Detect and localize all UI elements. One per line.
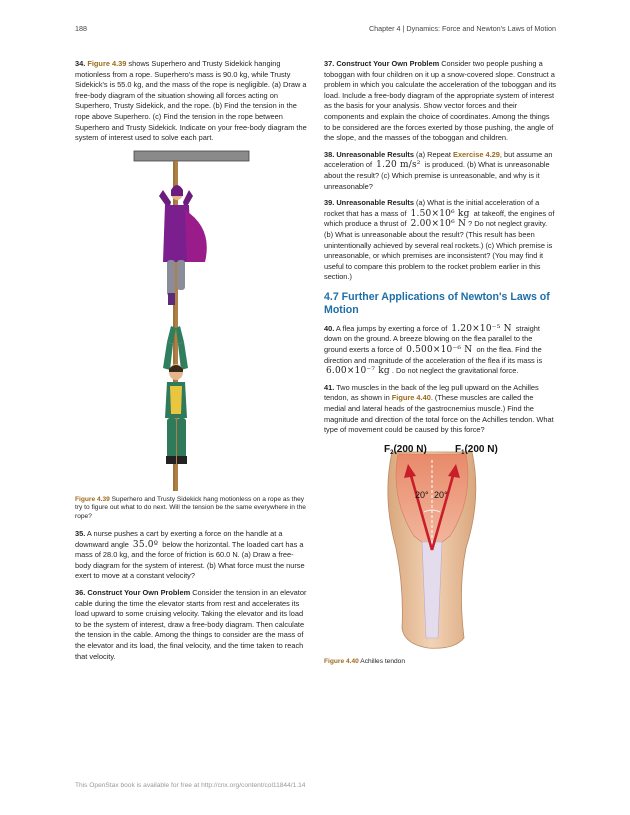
caption-text: Superhero and Trusty Sidekick hang motionless on a rope as they try to figure out what to do next. Will the tension be the same everywhere in the rope? [75,495,306,520]
figure-label: Figure 4.39 [75,495,110,503]
caption-text: Achilles tendon [358,657,406,665]
math-thrust: 2.00×10⁶ N [410,219,467,230]
page-number: 188 [75,24,87,33]
problem-text: . Do not neglect the gravitational force. [391,366,519,376]
problem-number: 38. [324,149,335,159]
problem-title: Construct Your Own Problem [336,59,440,68]
math-mass: 1.50×10⁶ kg [410,208,470,219]
problem-34 [75,59,307,144]
problem-text: A flea jumps by exerting a force of [334,323,450,333]
math-angle: 35.0º [132,539,159,550]
problem-number: 37. [324,59,335,68]
problem-title: Unreasonable Results [336,149,414,159]
problem-text: Consider the tension in an elevator cable during the time the elevator starts from rest and accelerates its load upward to some cruising velocity. Taking the elevator and its load to be the system of interest, draw a free-body diagram. Then calculate the tension in the cable. Among the things to consider are the mass of the elevator and its load, the final velocity, and the time taken to reach that velocity. [75,587,307,661]
angle-right-label: 20° [434,489,448,500]
angle-left-label: 20° [415,489,429,500]
achilles-figure [324,438,557,656]
problem-text: is produced. (b) What is unreasonable about the result? (c) Which premise is unreasonable, and why is it unreasonable? [324,160,550,191]
chapter-header: Chapter 4 | Dynamics: Force and Newton's Laws of Motion [368,24,556,33]
figure-39-caption [75,496,307,521]
problem-text: Consider two people pushing a toboggan with four children on it up a snow-covered slope. Construct a problem in which you calculate the acceleration of the toboggan and its load. Include a free-body diagram of the appropriate system of interest as the basis for your analysis. Show vector forces and their components and explain the choice of coordinates. Among the things to be considered are the forces exerted by those pushing, the angle of the slope, and the masses of the toboggan and children. [324,59,557,143]
math-flea-mass: 6.00×10⁻⁷ kg [326,366,390,377]
exercise-link[interactable]: Exercise 4.29 [453,149,500,159]
problem-39 [324,198,557,283]
problem-text: straight down on the ground. A breeze blowing on the flea parallel to the ground exerts a force of [324,323,540,355]
problem-text: at takeoff, the engines of which produce a thrust of [324,208,555,229]
problem-title: Construct Your Own Problem [87,587,191,597]
problem-41 [324,383,557,436]
problem-number: 35. [75,528,86,538]
figure-40-caption [324,658,557,666]
force-f2-label: $F_2(200$ N) [384,443,427,456]
problem-number: 36. [75,587,86,597]
problem-37 [324,59,557,144]
problem-36 [75,588,307,662]
problem-text: , but assume an acceleration of [324,149,553,170]
problem-text: shows Superhero and Trusty Sidekick hanging motionless from a rope. Superhero's mass is 90.0 kg, while Trusty Sidekick's is 55.0 kg, and the mass of the rope is negligible. (a) Draw a free-body diagram of the situation showing all forces acting on Superhero, Trusty Sidekick, and the rope. (b) Find the tension in the rope above Superhero. (c) Find the tension in the rope between Superhero and Trusty Sidekick. Indicate on your free-body diagram the system of interest used to solve each part. [75,59,307,143]
superhero [159,185,207,305]
superhero-figure [75,150,307,496]
problem-title: Unreasonable Results [336,198,414,208]
figure-link[interactable]: Figure 4.39 [87,59,127,68]
problem-35 [75,529,307,582]
figure-label: Figure 4.40 [324,657,359,665]
problem-40 [324,324,557,377]
problem-text: below the horizontal. The loaded cart has a mass of 28.0 kg, and the force of friction is 60.0 N. (a) Draw a free-body diagram for the system of interest. (b) What force must the nurse exert to move at a constant velocity? [75,539,305,581]
force-f1-label: $F_1(200$ N) [455,443,498,456]
problem-text: (a) Repeat [413,149,454,159]
problem-text: Two muscles in the back of the leg pull upward on the Achilles tendon, as shown in [324,382,539,403]
problem-38 [324,150,557,192]
left-column [75,59,307,668]
math-breeze-force: 0.500×10⁻⁶ N [406,345,473,356]
problem-text: (a) What is the initial acceleration of a rocket that has a mass of [324,198,540,218]
right-column [324,59,557,666]
ceiling-beam [134,151,249,161]
math-acceleration: 1.20 m/s² [376,160,421,171]
problem-text: on the flea. Find the direction and magnitude of the acceleration of the flea if its mass is [324,345,543,365]
problem-text: A nurse pushes a cart by exerting a force on the handle at a downward angle [75,528,283,549]
problem-number: 39. [324,198,335,208]
problem-number: 41. [324,382,335,392]
problem-text: ? Do not neglect gravity. (b) What is unreasonable about the result? (This result has been unintentionally achieved by several real rockets.) (c) Which premise is unreasonable, or which premises are inconsistent? (You may find it useful to compare this problem to the rocket problem earlier in this section.) [324,219,553,282]
math-force: 1.20×10⁻⁵ N [451,323,512,334]
figure-link[interactable]: Figure 4.40 [391,393,431,403]
problem-number: 34. [75,59,86,68]
section-title: 4.7 Further Applications of Newton's Laws of Motion [324,290,550,316]
footer-notice: This OpenStax book is available for free at http://cnx.org/content/col11844/1.14 [75,782,306,789]
problem-text: . (These muscles are called the medial and lateral heads of the gastrocnemius muscle.) Find the magnitude and direction of the total force on the Achilles tendon. What type of movement could be caused by this force? [324,393,554,435]
problem-number: 40. [324,323,335,333]
